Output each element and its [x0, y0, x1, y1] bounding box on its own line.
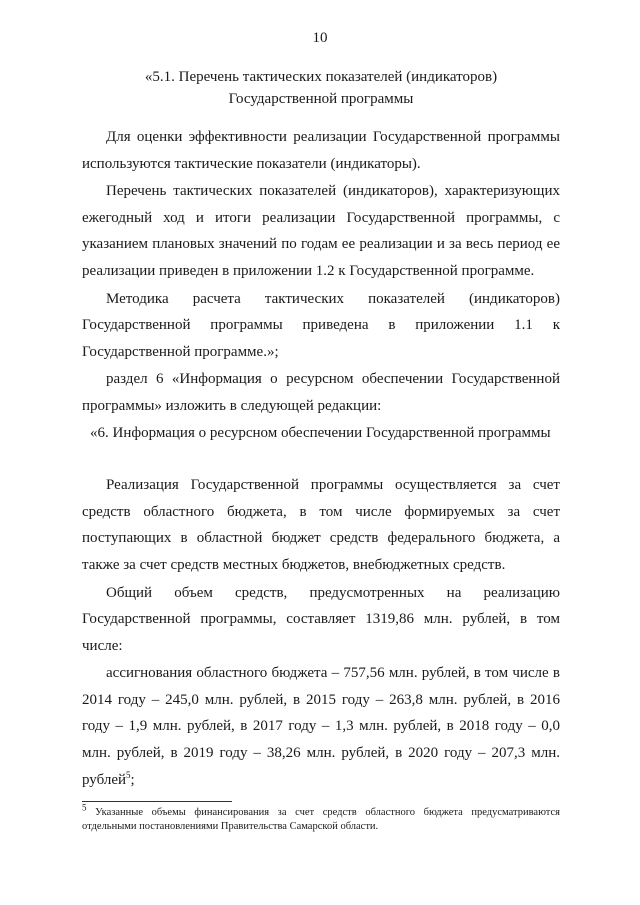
paragraph-indicators-methodology: Методика расчета тактических показателей (индикаторов) Государственной программы приведена в приложении 1.1 к Государственной программе.»; [82, 290, 560, 360]
paragraph-funding-sources: Реализация Государственной программы осуществляется за счет средств областного бюджета, в том числе формируемых за счет поступающих в областной бюджет средств федерального бюджета, а также за счет средств местных бюджетов, внебюджетных средств. [82, 477, 560, 573]
paragraph-regional-budget [82, 660, 560, 793]
section-title-line-1: «5.1. Перечень тактических показателей (индикаторов) [144, 69, 498, 85]
regional-budget-text: ассигнования областного бюджета – 757,56 млн. рублей, в том числе в 2014 году – 245,0 млн. рублей, в 2015 году – 263,8 млн. рублей, в 2016 году – 1,9 млн. рублей, в 2017 году – 1,3 млн. рублей, в 2018 году – 0,0 млн. рублей, в 2019 году – 38,26 млн. рублей, в 2020 году – 207,3 млн. рублей [82, 665, 560, 788]
footnote-reference: 5 [126, 769, 131, 780]
footnote-text: Указанные объемы финансирования за счет средств областного бюджета предусматриваются отдельными постановлениями Правительства Самарской области. [82, 807, 560, 832]
paragraph-indicators-purpose: Для оценки эффективности реализации Государственной программы используются тактические показатели (индикаторы). [82, 129, 560, 172]
regional-budget-text-end: ; [130, 771, 135, 788]
footnote [82, 802, 560, 834]
paragraph-total-funding: Общий объем средств, предусмотренных на реализацию Государственной программы, составляет 1319,86 млн. рублей, в том числе: [82, 584, 560, 654]
footnote-marker: 5 [82, 802, 87, 813]
footnote-separator [82, 801, 232, 802]
page-number: 10 [312, 30, 328, 46]
section6-heading: «6. Информация о ресурсном обеспечении Государственной программы [90, 424, 551, 441]
section-title-line-2: Государственной программы [228, 91, 414, 107]
paragraph-indicators-list: Перечень тактических показателей (индикаторов), характеризующих ежегодный ход и итоги реализации Государственной программы, с указанием плановых значений по годам ее реализации и за весь период ее реализации приведен в приложении 1.2 к Государственной программе. [82, 183, 560, 279]
paragraph-section6-amendment: раздел 6 «Информация о ресурсном обеспечении Государственной программы» изложить в следующей редакции: [82, 371, 560, 414]
document-body [82, 124, 560, 793]
section-title [82, 66, 560, 110]
